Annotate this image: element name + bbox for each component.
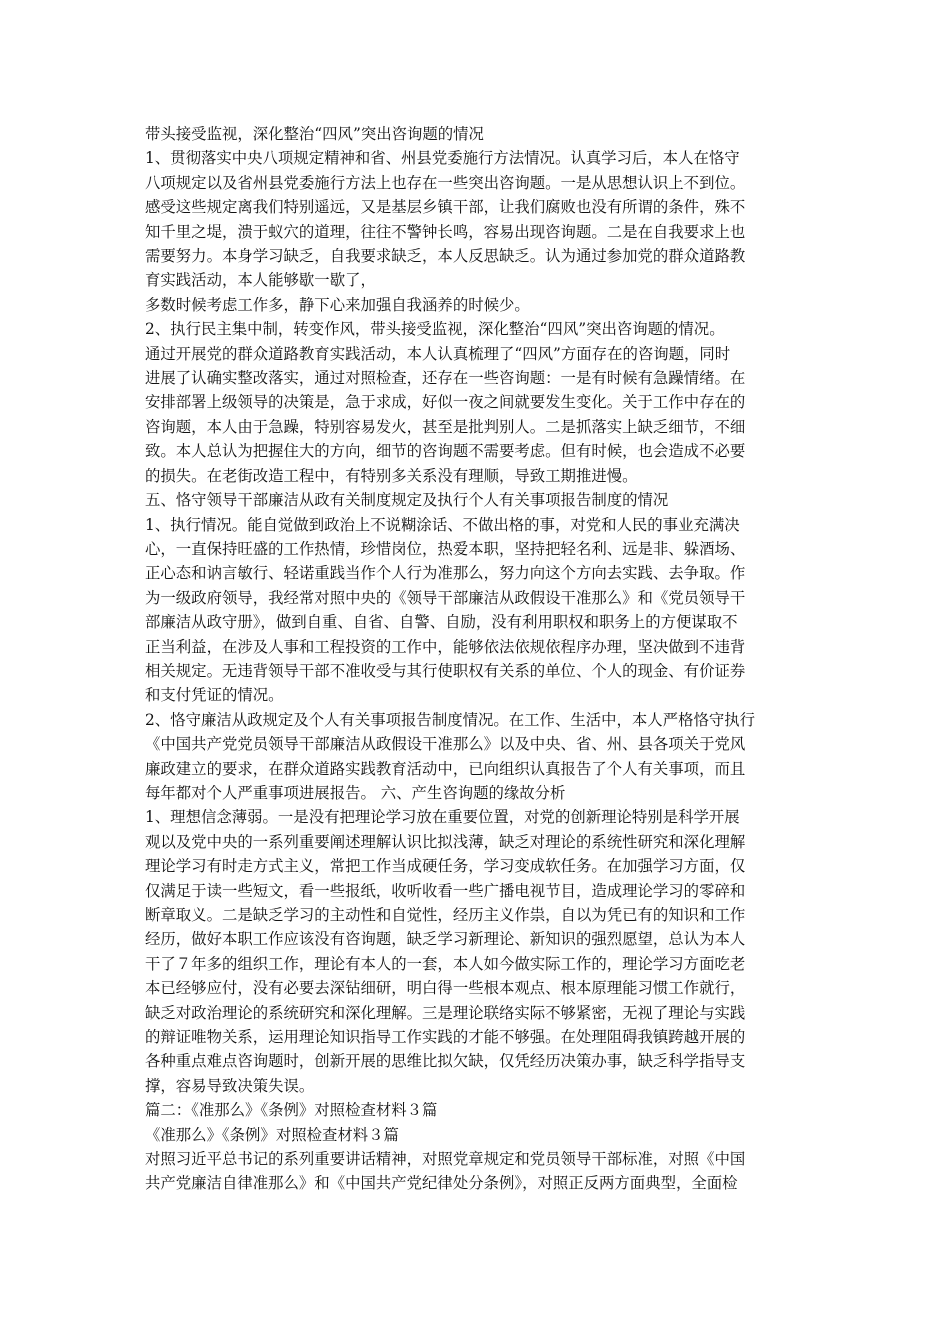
text-line: 为一级政府领导，我经常对照中央的《领导干部廉洁从政假设干准那么》和《党员领导干 xyxy=(145,588,746,607)
text-line: 观以及党中央的一系列重要阐述理解认识比拟浅薄，缺乏对理论的系统性研究和深化理解 xyxy=(145,832,746,851)
text-line: 五、恪守领导干部廉洁从政有关制度规定及执行个人有关事项报告制度的情况 xyxy=(145,491,669,510)
text-line: 致。本人总认为把握住大的方向，细节的咨询题不需要考虑。但有时候，也会造成不必要 xyxy=(145,442,746,461)
text-line: 断章取义。二是缺乏学习的主动性和自觉性，经历主义作祟，自以为凭已有的知识和工作 xyxy=(145,906,746,924)
text-line: 相关规定。无违背领导干部不准收受与其行使职权有关系的单位、个人的现金、有价证券 xyxy=(145,661,746,680)
text-line: 1、执行情况。能自觉做到政治上不说糊涂话、不做出格的事，对党和人民的事业充满决 xyxy=(145,515,740,534)
text-line: 1、贯彻落实中央八项规定精神和省、州县党委施行方法情况。认真学习后，本人在恪守 xyxy=(145,149,740,168)
text-line: 1、理想信念薄弱。一是没有把理论学习放在重要位置，对党的创新理论特别是科学开展 xyxy=(145,808,740,827)
text-line: 对照习近平总书记的系列重要讲话精神，对照党章规定和党员领导干部标准，对照《中国 xyxy=(145,1150,746,1169)
document-body xyxy=(145,122,810,1196)
text-line: 缺乏对政治理论的系统研究和深化理解。三是理论联络实际不够紧密，无视了理论与实践 xyxy=(145,1003,746,1022)
text-line: 正心态和讷言敏行、轻诺重践当作个人行为准那么，努力向这个方向去实践、去争取。作 xyxy=(145,564,746,583)
text-line: 八项规定以及省州县党委施行方法上也存在一些突出咨询题。一是从思想认识上不到位。 xyxy=(145,173,746,192)
text-line: 撑，容易导致决策失误。 xyxy=(145,1076,315,1095)
text-line: 经历，做好本职工作应该没有咨询题，缺乏学习新理论、新知识的强烈愿望，总认为本人 xyxy=(145,930,746,949)
text-line: 的损失。在老街改造工程中，有特别多关系没有理顺，导致工期推进慢。 xyxy=(145,466,638,485)
text-line: 育实践活动，本人能够歇一歇了， xyxy=(145,271,376,290)
text-line: 廉政建立的要求，在群众道路实践教育活动中，已向组织认真报告了个人有关事项，而且 xyxy=(145,759,746,778)
text-line: 本已经够应付，没有必要去深钻细研，明白得一些根本观点、根本原理能习惯工作就行， xyxy=(145,979,746,998)
text-line: 篇二：《准那么》《条例》对照检查材料３篇 xyxy=(145,1101,438,1120)
text-line: 心，一直保持旺盛的工作热情，珍惜岗位，热爱本职，坚持把轻名利、远是非、躲酒场、 xyxy=(145,539,746,558)
text-line: 2、恪守廉洁从政规定及个人有关事项报告制度情况。在工作、生活中，本人严格恪守执行 xyxy=(145,710,756,729)
text-line: 理论学习有时走方式主义，常把工作当成硬任务，学习变成软任务。在加强学习方面，仅 xyxy=(145,857,746,876)
text-line: 多数时候考虑工作多，静下心来加强自我涵养的时候少。 xyxy=(145,295,530,314)
text-line: 咨询题，本人由于急躁，特别容易发火，甚至是批判别人。二是抓落实上缺乏细节，不细 xyxy=(145,417,746,436)
text-line: 《中国共产党党员领导干部廉洁从政假设干准那么》以及中央、省、州、县各项关于党风 xyxy=(145,735,746,754)
text-line: 进展了认确实整改落实，通过对照检查，还存在一些咨询题：一是有时候有急躁情绪。在 xyxy=(145,369,746,388)
text-line: 《准那么》《条例》对照检查材料３篇 xyxy=(145,1125,399,1144)
text-line: 共产党廉洁自律准那么》和《中国共产党纪律处分条例》，对照正反两方面典型，全面检 xyxy=(145,1174,738,1193)
text-line: 通过开展党的群众道路教育实践活动，本人认真梳理了“四风”方面存在的咨询题，同时 xyxy=(145,344,731,363)
text-line: 安排部署上级领导的决策是，急于求成，好似一夜之间就要发生变化。关于工作中存在的 xyxy=(145,393,746,412)
text-line: 每年都对个人严重事项进展报告。 六、产生咨询题的缘故分析 xyxy=(145,783,566,802)
text-line: 正当利益，在涉及人事和工程投资的工作中，能够依法依规依程序办理，坚决做到不违背 xyxy=(145,637,746,656)
text-line: 知千里之堤，溃于蚁穴的道理，往往不警钟长鸣，容易出现咨询题。二是在自我要求上也 xyxy=(145,222,746,241)
text-line: 需要努力。本身学习缺乏，自我要求缺乏，本人反思缺乏。认为通过参加党的群众道路教 xyxy=(145,247,746,266)
text-line: 仅满足于读一些短文，看一些报纸，收听收看一些广播电视节目，造成理论学习的零碎和 xyxy=(145,881,746,900)
text-line: 的辩证唯物关系，运用理论知识指导工作实践的才能不够强。在处理阻碍我镇跨越开展的 xyxy=(145,1028,746,1047)
text-line: 带头接受监视，深化整治“四风”突出咨询题的情况 xyxy=(145,125,484,143)
text-line: 各种重点难点咨询题时，创新开展的思维比拟欠缺，仅凭经历决策办事，缺乏科学指导支 xyxy=(145,1052,746,1071)
text-line: 2、执行民主集中制，转变作风，带头接受监视，深化整治“四风”突出咨询题的情况。 xyxy=(145,320,725,339)
text-line: 部廉洁从政守册》，做到自重、自省、自警、自励，没有利用职权和职务上的方便谋取不 xyxy=(145,613,738,632)
text-line: 感受这些规定离我们特别遥远，又是基层乡镇干部，让我们腐败也没有所谓的条件，殊不 xyxy=(145,198,746,217)
text-line: 和支付凭证的情况。 xyxy=(145,686,284,705)
text-line: 干了７年多的组织工作，理论有本人的一套，本人如今做实际工作的，理论学习方面吃老 xyxy=(145,954,746,973)
